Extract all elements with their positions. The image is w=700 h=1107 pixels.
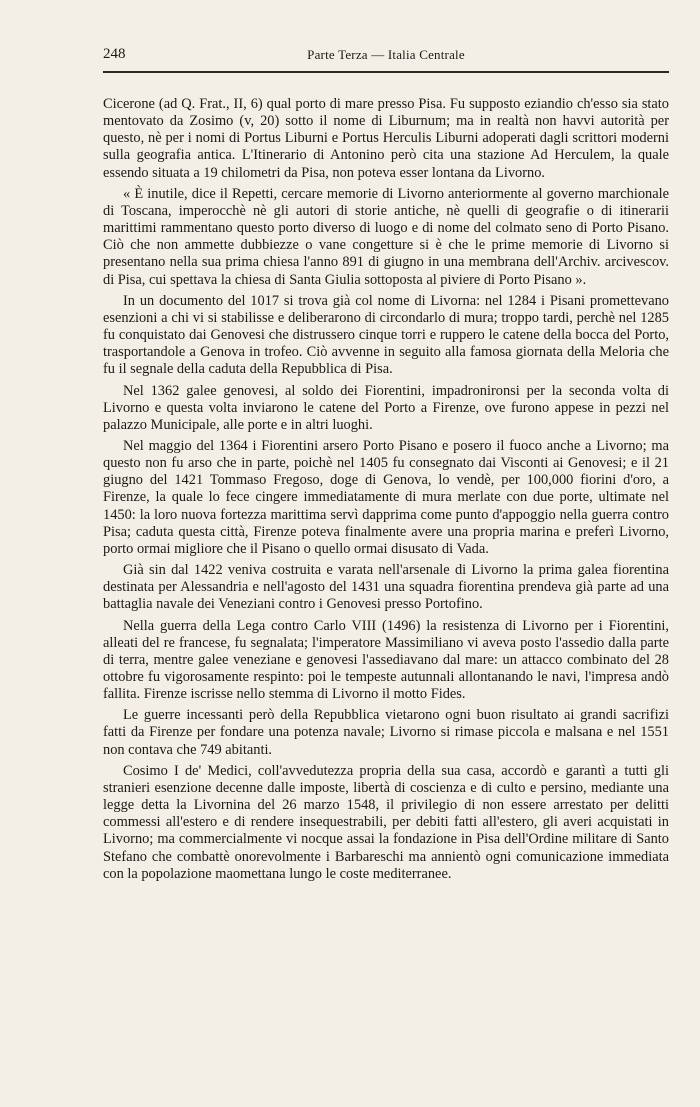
- page-header: [103, 46, 669, 68]
- header-rule: [103, 71, 669, 73]
- paragraph: Cicerone (ad Q. Frat., II, 6) qual porto di mare presso Pisa. Fu supposto eziandio ch'esso sia stato mentovato da Zosimo (v, 20) sotto il nome di Liburnum; ma in realtà non havvi autorità per questo, nè per i nomi di Portus Liburni e Portus Herculis Liburni adoperati dagli scrittori moderni sulla geografia antica. L'Itinerario di Antonino però cita una stazione Ad Herculem, la quale essendo situata a 19 chilometri da Pisa, non poteva esser lontana da Livorno.: [103, 96, 669, 181]
- paragraph: Già sin dal 1422 veniva costruita e varata nell'arsenale di Livorno la prima galea fiorentina destinata per Alessandria e nell'agosto del 1431 una squadra fiorentina prendeva già parte ad una battaglia navale dei Veneziani contro i Genovesi presso Portofino.: [103, 562, 669, 613]
- body-text: [103, 96, 669, 883]
- paragraph: Le guerre incessanti però della Repubblica vietarono ogni buon risultato ai grandi sacrifizi fatti da Firenze per fondare una potenza navale; Livorno si rimase piccola e malsana e nel 1551 non contava che 749 abitanti.: [103, 707, 669, 758]
- page-number: 248: [103, 46, 126, 62]
- paragraph: Nella guerra della Lega contro Carlo VIII (1496) la resistenza di Livorno per i Fiorentini, alleati del re francese, fu segnalata; l'imperatore Massimiliano vi aveva posto l'assedio dalla parte di terra, mentre galee veneziane e genovesi l'assediavano dal mare: un attacco combinato del 28 ottobre fu vigorosamente respinto: poi le tempeste autunnali allontanando le navi, l'impresa andò fallita. Firenze iscrisse nello stemma di Livorno il motto Fides.: [103, 617, 669, 703]
- paragraph: « È inutile, dice il Repetti, cercare memorie di Livorno anteriormente al governo marchionale di Toscana, imperocchè nè gli autori di storie antiche, nè quelli di geografie o di itinerarii marittimi rammentano questo porto diverso di luogo e di nome del colmato seno di Porto Pisano. Ciò che non ammette dubbiezze o vane congetture si è che le prime memorie di Livorno si presentano nella sua prima chiesa l'anno 891 di giugno in una membrana dell'Archiv. arcivescov. di Pisa, cui spettava la chiesa di Santa Giulia sottoposta al piviere di Porto Pisano ».: [103, 185, 669, 288]
- running-title: Parte Terza — Italia Centrale: [307, 47, 465, 62]
- paragraph: Cosimo I de' Medici, coll'avvedutezza propria della sua casa, accordò e garantì a tutti gli stranieri esenzione decenne dalle imposte, libertà di coscienza e di culto e persino, mediante una legge detta la Livornina del 26 marzo 1548, il privilegio di non essere arrestato per delitti commessi all'estero e di rendere insequestrabili, per debiti fatti all'estero, gli averi acquistati in Livorno; ma commercialmente vi nocque assai la fondazione in Pisa dell'Ordine militare di Santo Stefano che combattè onorevolmente i Barbareschi ma annientò ogni comunicazione immediata con la popolazione maomettana lungo le coste mediterranee.: [103, 762, 669, 882]
- paragraph: Nel 1362 galee genovesi, al soldo dei Fiorentini, impadronironsi per la seconda volta di Livorno e questa volta inviarono le catene del Porto a Firenze, ove furono appese in pezzi nel palazzo Municipale, alle porte e in altri luoghi.: [103, 382, 669, 433]
- paragraph: Nel maggio del 1364 i Fiorentini arsero Porto Pisano e posero il fuoco anche a Livorno; ma questo non fu arso che in parte, poichè nel 1405 fu consegnato dai Visconti ai Genovesi; e il 21 giugno del 1421 Tommaso Fregoso, doge di Genova, lo vendè, per 100,000 fiorini d'oro, a Firenze, la quale lo fece cingere immediatamente di mura merlate con due porte, ultimate nel 1450: la loro nuova fortezza marittima servì dapprima come punto d'appoggio nella guerra contro Pisa; caduta questa città, Firenze poteva finalmente avere una propria marina e preferì Livorno, porto ormai migliore che il Pisano o quello ormai disusato di Vada.: [103, 437, 669, 557]
- paragraph: In un documento del 1017 si trova già col nome di Livorna: nel 1284 i Pisani promettevano esenzioni a chi vi si stabilisse e deliberarono di circondarlo di mura; troppo tardi, perchè nel 1285 fu conquistato dai Genovesi che distrussero cinque torri e ruppero le catene della bocca del Porto, trasportandole a Genova in trofeo. Ciò avvenne in seguito alla famosa giornata della Meloria che fu il segnale della caduta della Repubblica di Pisa.: [103, 292, 669, 378]
